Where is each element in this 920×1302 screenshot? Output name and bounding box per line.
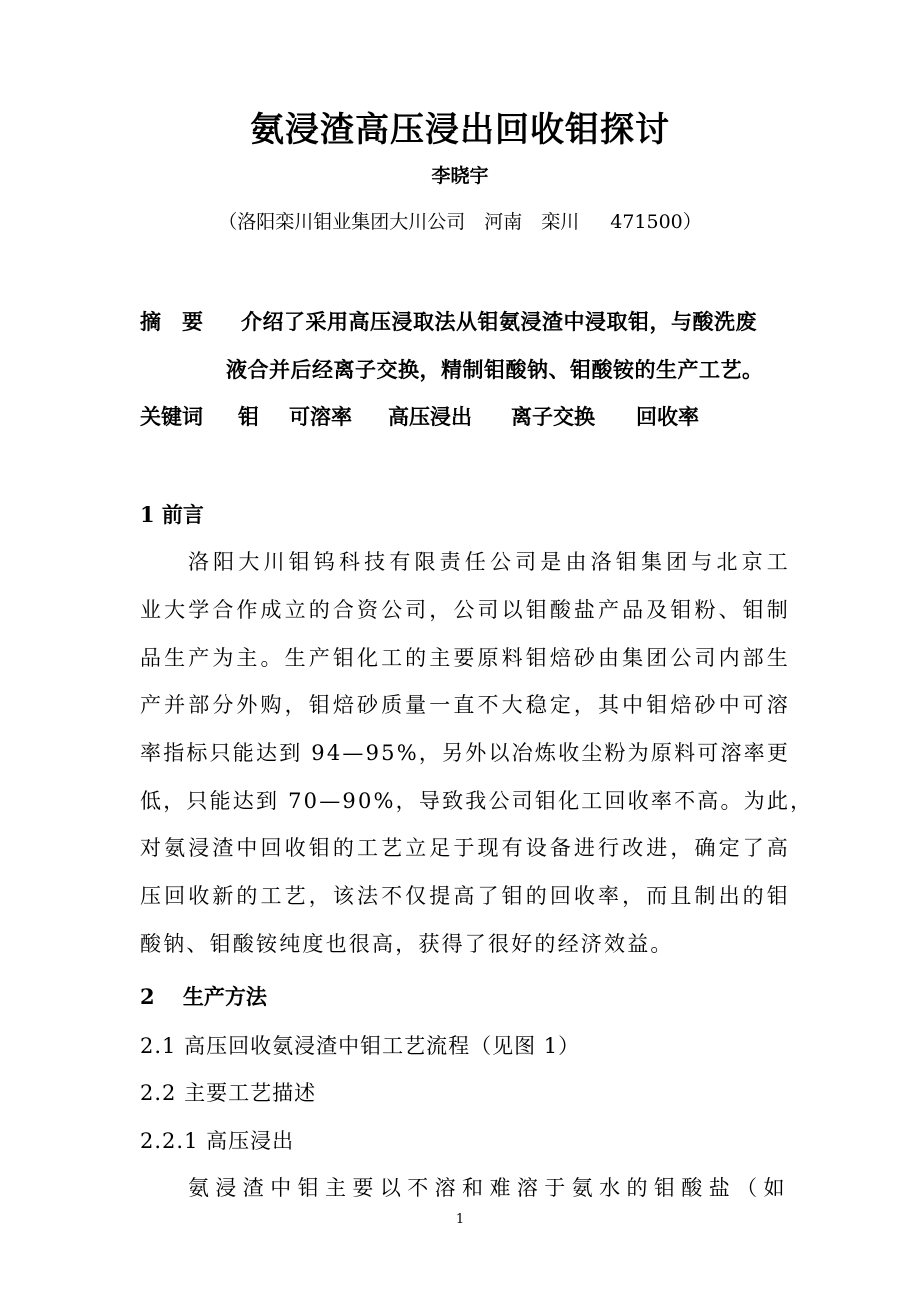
- keyword-item: 回收率: [636, 405, 699, 429]
- page-title: 氨浸渣高压浸出回收钼探讨: [250, 110, 670, 150]
- section-heading: 1 前言: [140, 502, 204, 527]
- affiliation: （洛阳栾川钼业集团大川公司 河南 栾川 471500）: [218, 211, 702, 233]
- paragraph-line: 洛阳大川钼钨科技有限责任公司是由洛钼集团与北京工: [188, 550, 790, 574]
- abstract-label: 摘 要: [140, 310, 203, 334]
- paragraph-line: 率指标只能达到 94—95%，另外以冶炼收尘粉为原料可溶率更: [140, 741, 791, 765]
- keywords-label: 关键词: [140, 405, 203, 429]
- abstract-line-1: 介绍了采用高压浸取法从钼氨浸渣中浸取钼，与酸洗废: [241, 310, 757, 334]
- paragraph-line: 氨浸渣中钼主要以不溶和难溶于氨水的钼酸盐（如: [188, 1176, 790, 1200]
- keyword-item: 可溶率: [289, 405, 352, 429]
- paragraph-line: 压回收新的工艺，该法不仅提高了钼的回收率，而且制出的钼: [140, 884, 790, 908]
- section-heading: 2 生产方法: [140, 984, 267, 1009]
- paragraph-line: 酸钠、钼酸铵纯度也很高，获得了很好的经济效益。: [140, 932, 674, 956]
- subsection-heading: 2.2 主要工艺描述: [140, 1081, 317, 1105]
- paragraph-line: 品生产为主。生产钼化工的主要原料钼焙砂由集团公司内部生: [140, 646, 790, 670]
- page-number: 1: [455, 1212, 465, 1227]
- paragraph-line: 业大学合作成立的合资公司，公司以钼酸盐产品及钼粉、钼制: [140, 598, 790, 622]
- paragraph-line: 低，只能达到 70—90%，导致我公司钼化工回收率不高。为此，: [140, 789, 814, 813]
- author-name: 李晓宇: [431, 165, 489, 187]
- keyword-item: 离子交换: [511, 405, 595, 429]
- abstract-line-2: 液合并后经离子交换，精制钼酸钠、钼酸铵的生产工艺。: [226, 358, 764, 382]
- subsection-heading: 2.2.1 高压浸出: [140, 1129, 295, 1153]
- paragraph-line: 产并部分外购，钼焙砂质量一直不大稳定，其中钼焙砂中可溶: [140, 693, 790, 717]
- paragraph-line: 对氨浸渣中回收钼的工艺立足于现有设备进行改进，确定了高: [140, 836, 790, 860]
- subsection-heading: 2.1 高压回收氨浸渣中钼工艺流程（见图 1）: [140, 1034, 581, 1058]
- keyword-item: 钼: [238, 405, 259, 429]
- keyword-item: 高压浸出: [388, 405, 472, 429]
